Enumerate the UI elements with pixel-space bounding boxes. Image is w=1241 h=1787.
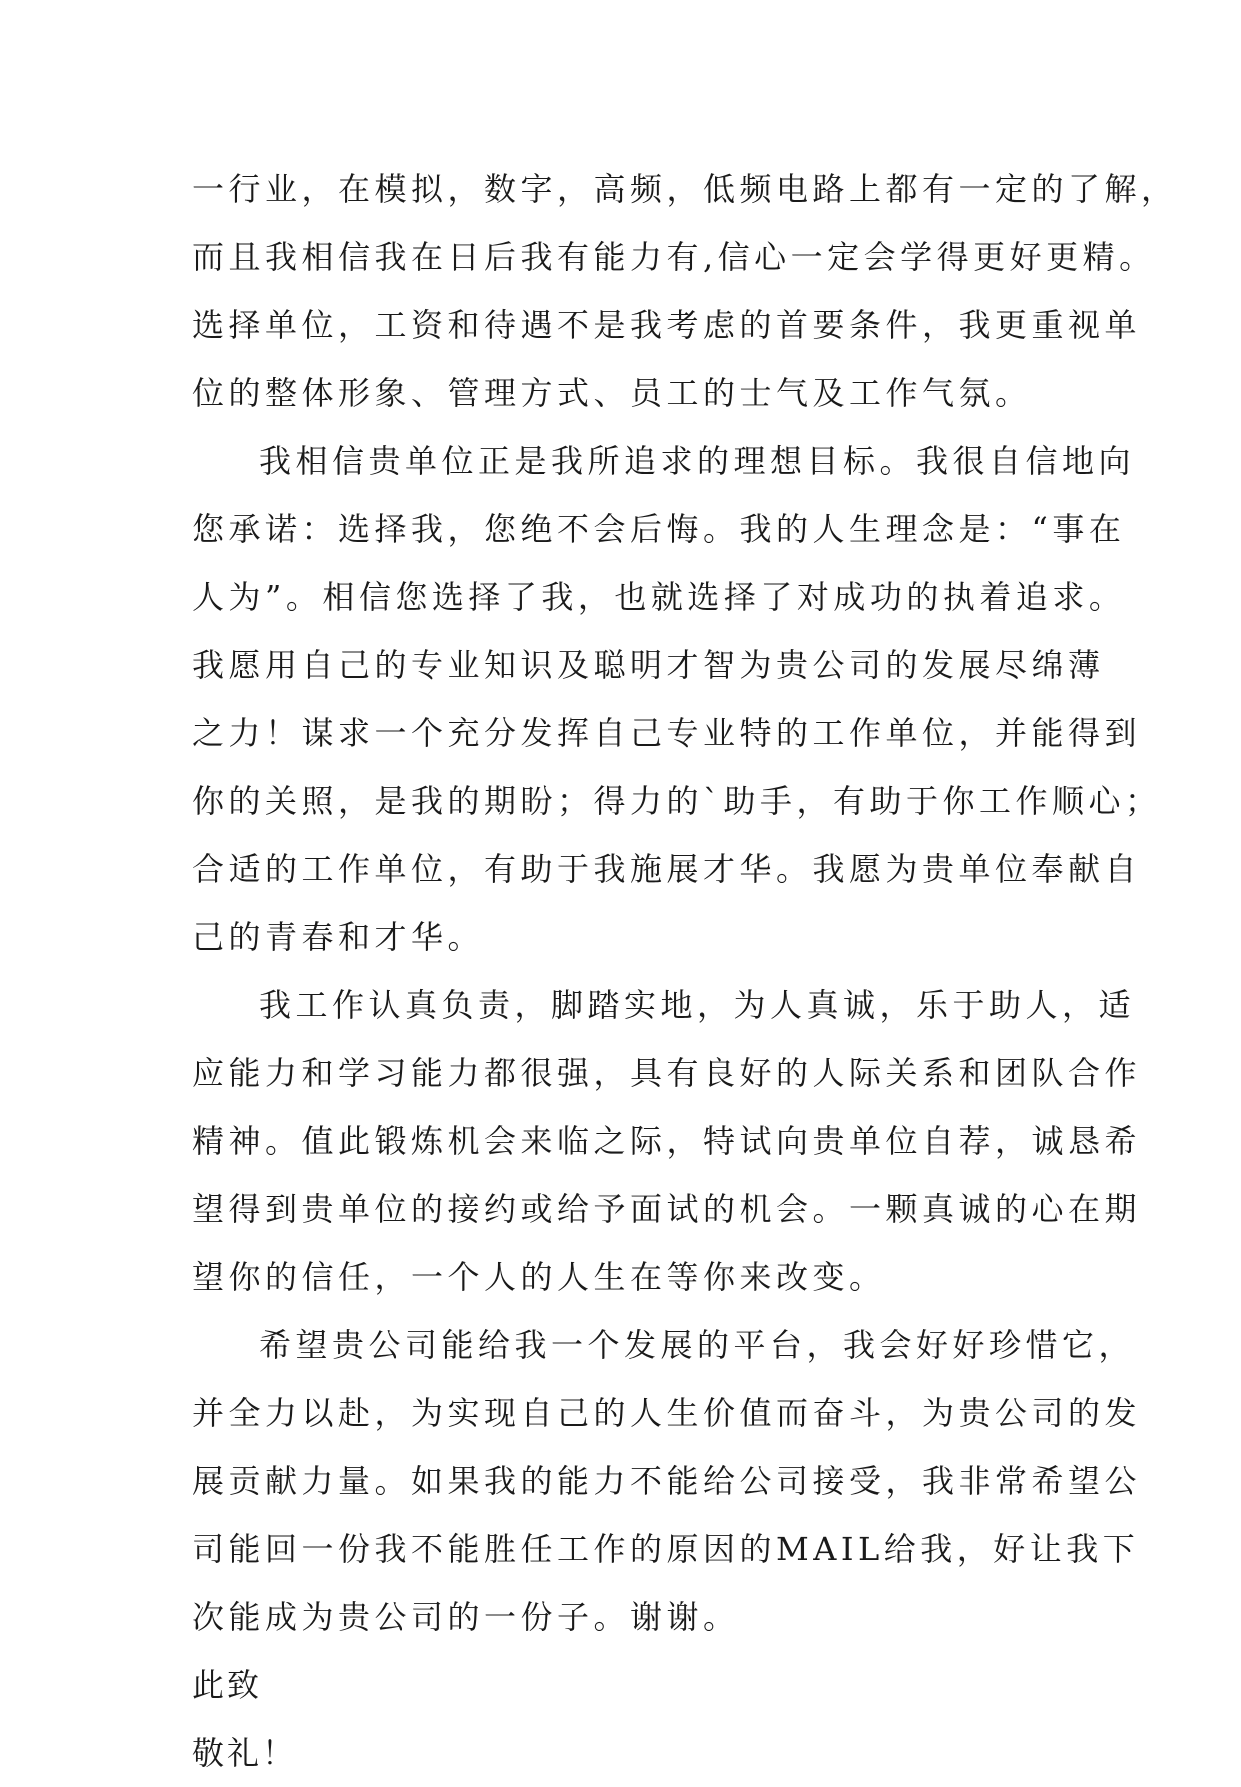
paragraph-line: 你的关照，是我的期盼；得力的`助手，有助于你工作顺心； bbox=[192, 782, 1162, 820]
paragraph-line: 而且我相信我在日后我有能力有,信心一定会学得更好更精。 bbox=[192, 238, 1156, 276]
paragraph-first-line: 希望贵公司能给我一个发展的平台，我会好好珍惜它， bbox=[259, 1326, 1136, 1364]
paragraph-line: 望得到贵单位的接约或给予面试的机会。一颗真诚的心在期 bbox=[192, 1190, 1142, 1228]
paragraph-line: 应能力和学习能力都很强，具有良好的人际关系和团队合作 bbox=[192, 1054, 1142, 1092]
paragraph-line: 位的整体形象、管理方式、员工的士气及工作气氛。 bbox=[192, 374, 1032, 412]
paragraph-line: 您承诺：选择我，您绝不会后悔。我的人生理念是：“事在 bbox=[192, 510, 1126, 548]
paragraph-line: 之力！谋求一个充分发挥自己专业特的工作单位，并能得到 bbox=[192, 714, 1142, 752]
paragraph-line: 己的青春和才华。 bbox=[192, 918, 485, 956]
paragraph-line: 合适的工作单位，有助于我施展才华。我愿为贵单位奉献自 bbox=[192, 850, 1142, 888]
paragraph-line: 人为”。相信您选择了我，也就选择了对成功的执着追求。 bbox=[192, 578, 1126, 616]
paragraph-line: 次能成为贵公司的一份子。谢谢。 bbox=[192, 1598, 740, 1636]
paragraph-line: 展贡献力量。如果我的能力不能给公司接受，我非常希望公 bbox=[192, 1462, 1142, 1500]
closing-regards: 敬礼！ bbox=[192, 1734, 298, 1772]
paragraph-line: 司能回一份我不能胜任工作的原因的MAIL给我，好让我下 bbox=[192, 1530, 1140, 1568]
paragraph-line: 并全力以赴，为实现自己的人生价值而奋斗，为贵公司的发 bbox=[192, 1394, 1142, 1432]
letter-body bbox=[192, 155, 1178, 1787]
paragraph-line: 选择单位，工资和待遇不是我考虑的首要条件，我更重视单 bbox=[192, 306, 1142, 344]
paragraph-line: 望你的信任，一个人的人生在等你来改变。 bbox=[192, 1258, 886, 1296]
paragraph-line: 精神。值此锻炼机会来临之际，特试向贵单位自荐，诚恳希 bbox=[192, 1122, 1142, 1160]
paragraph-first-line: 我工作认真负责，脚踏实地，为人真诚，乐于助人，适 bbox=[259, 986, 1136, 1024]
closing-salutation: 此致 bbox=[192, 1666, 263, 1704]
paragraph-first-line: 我相信贵单位正是我所追求的理想目标。我很自信地向 bbox=[259, 442, 1136, 480]
paragraph-line: 一行业，在模拟，数字，高频，低频电路上都有一定的了解， bbox=[192, 170, 1178, 208]
paragraph-line: 我愿用自己的专业知识及聪明才智为贵公司的发展尽绵薄 bbox=[192, 646, 1105, 684]
